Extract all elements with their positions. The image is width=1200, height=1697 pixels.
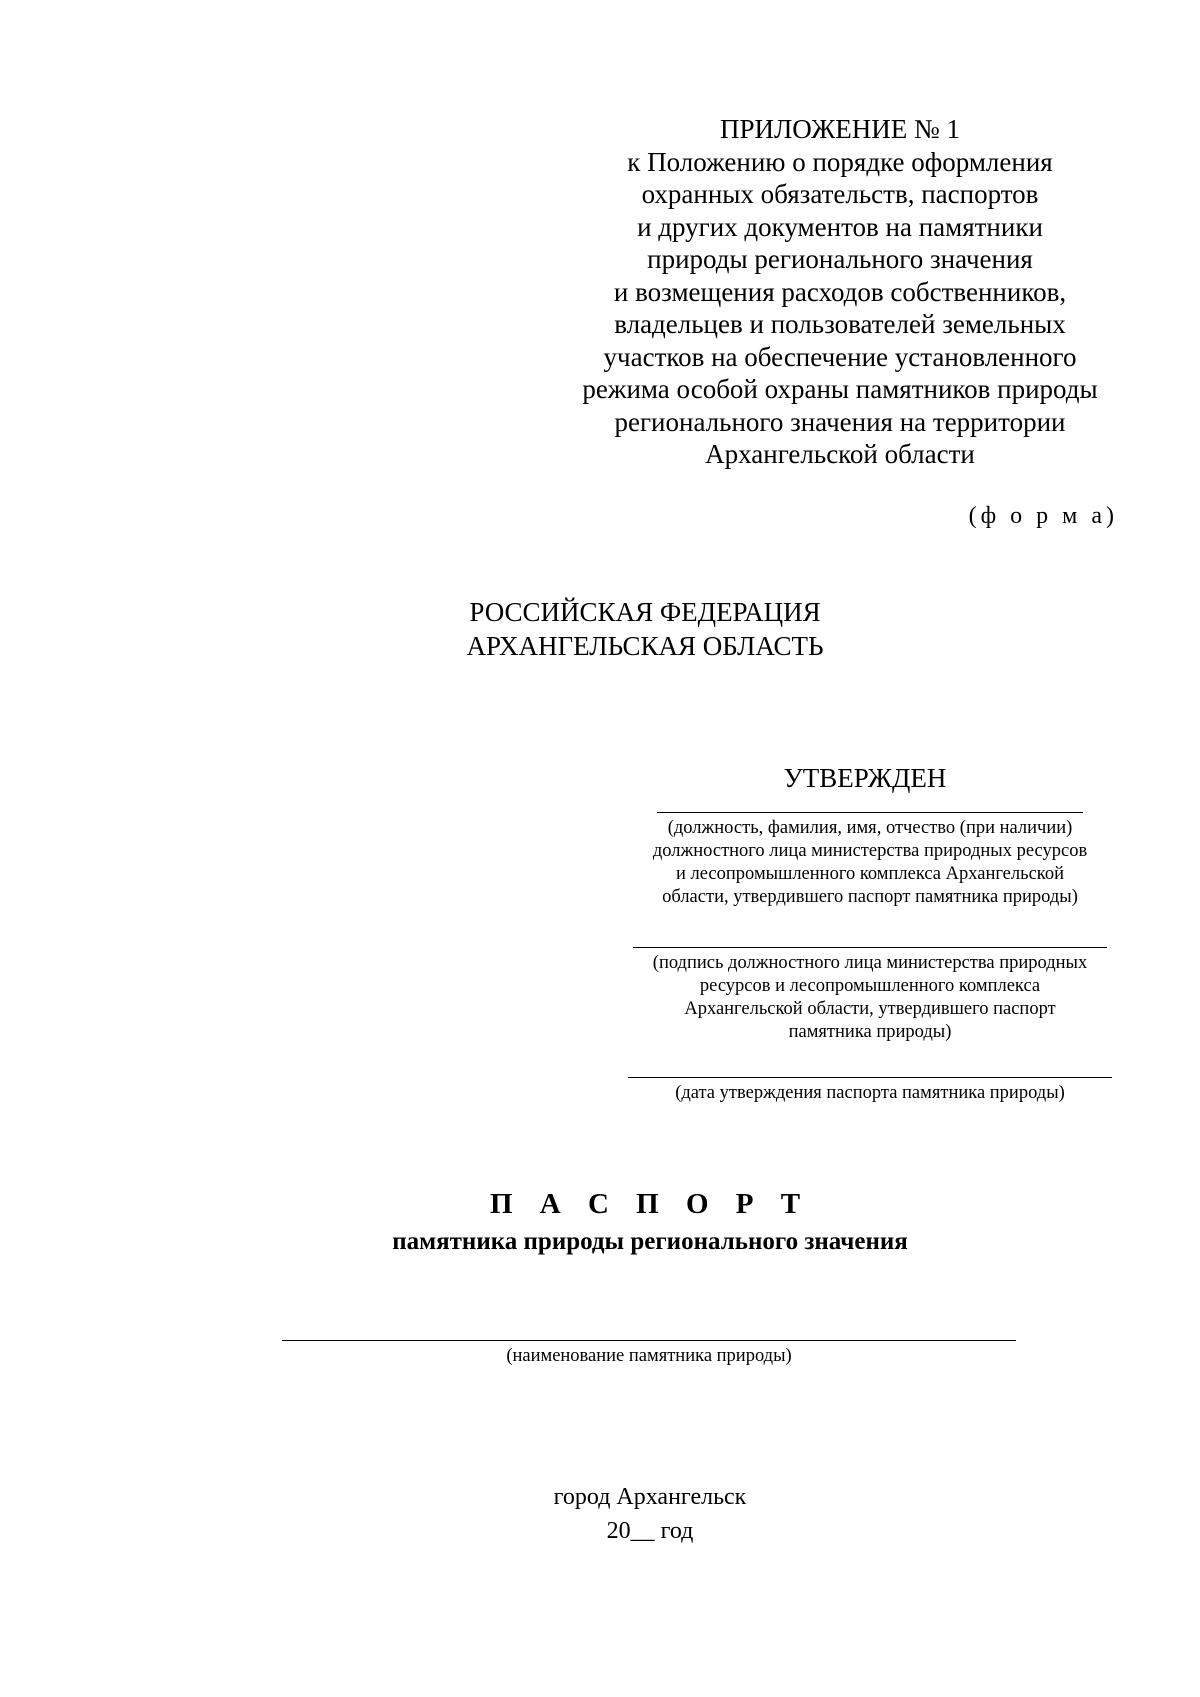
- footer: [450, 1480, 850, 1548]
- appendix-line: природы регионального значения: [647, 244, 1033, 274]
- caption-line: (дата утверждения паспорта памятника природы): [675, 1083, 1065, 1103]
- appendix-line: владельцев и пользователей земельных: [614, 309, 1066, 339]
- appendix-line: и возмещения расходов собственников,: [613, 276, 1067, 307]
- passport-subtitle: памятника природы регионального значения: [392, 1228, 908, 1255]
- caption-line: памятника природы): [788, 1022, 952, 1042]
- official-name-field: [620, 812, 1120, 909]
- monument-name-field: [282, 1340, 1016, 1367]
- form-label: (ф о р м а): [968, 503, 1118, 529]
- appendix-line: режима особой охраны памятников природы: [582, 374, 1098, 404]
- approval-title: УТВЕРЖДЕН: [783, 763, 947, 793]
- caption-line: и лесопромышленного комплекса Архангельской: [676, 864, 1064, 884]
- appendix-line: ПРИЛОЖЕНИЕ № 1: [719, 114, 961, 144]
- country-name: РОССИЙСКАЯ ФЕДЕРАЦИЯ: [469, 597, 821, 627]
- passport-heading: [300, 1185, 1000, 1259]
- passport-title: П А С П О Р Т: [489, 1188, 811, 1220]
- year-line: 20__ год: [606, 1518, 694, 1544]
- caption-line: (должность, фамилия, имя, отчество (при наличии): [667, 818, 1073, 838]
- approval-date-field: [620, 1077, 1120, 1105]
- appendix-header: [560, 113, 1120, 471]
- official-name-caption: [620, 817, 1120, 909]
- caption-line: (подпись должностного лица министерства природных: [652, 953, 1088, 973]
- city-name: город Архангельск: [553, 1484, 747, 1510]
- federation-heading: [395, 595, 895, 663]
- appendix-line: Архангельской области: [705, 439, 975, 469]
- signature-field: [620, 947, 1120, 1044]
- approval-date-caption: [620, 1082, 1120, 1105]
- official-name-line: [657, 812, 1083, 813]
- appendix-line: к Положению о порядке оформления: [627, 146, 1053, 177]
- signature-line: [633, 947, 1107, 948]
- appendix-line: охранных обязательств, паспортов: [641, 179, 1039, 209]
- monument-name-line: [282, 1340, 1016, 1341]
- caption-line: Архангельской области, утвердившего паспорт: [684, 999, 1056, 1019]
- monument-name-caption: (наименование памятника природы): [506, 1346, 792, 1366]
- caption-line: ресурсов и лесопромышленного комплекса: [699, 976, 1041, 996]
- caption-line: должностного лица министерства природных ресурсов: [652, 841, 1088, 861]
- appendix-line: регионального значения на территории: [614, 406, 1066, 437]
- signature-caption: [620, 952, 1120, 1044]
- appendix-line: и других документов на памятники: [637, 211, 1043, 242]
- approval-date-line: [628, 1077, 1112, 1078]
- appendix-line: участков на обеспечение установленного: [603, 341, 1077, 372]
- region-name: АРХАНГЕЛЬСКАЯ ОБЛАСТЬ: [466, 631, 824, 661]
- caption-line: области, утвердившего паспорт памятника природы): [662, 887, 1078, 907]
